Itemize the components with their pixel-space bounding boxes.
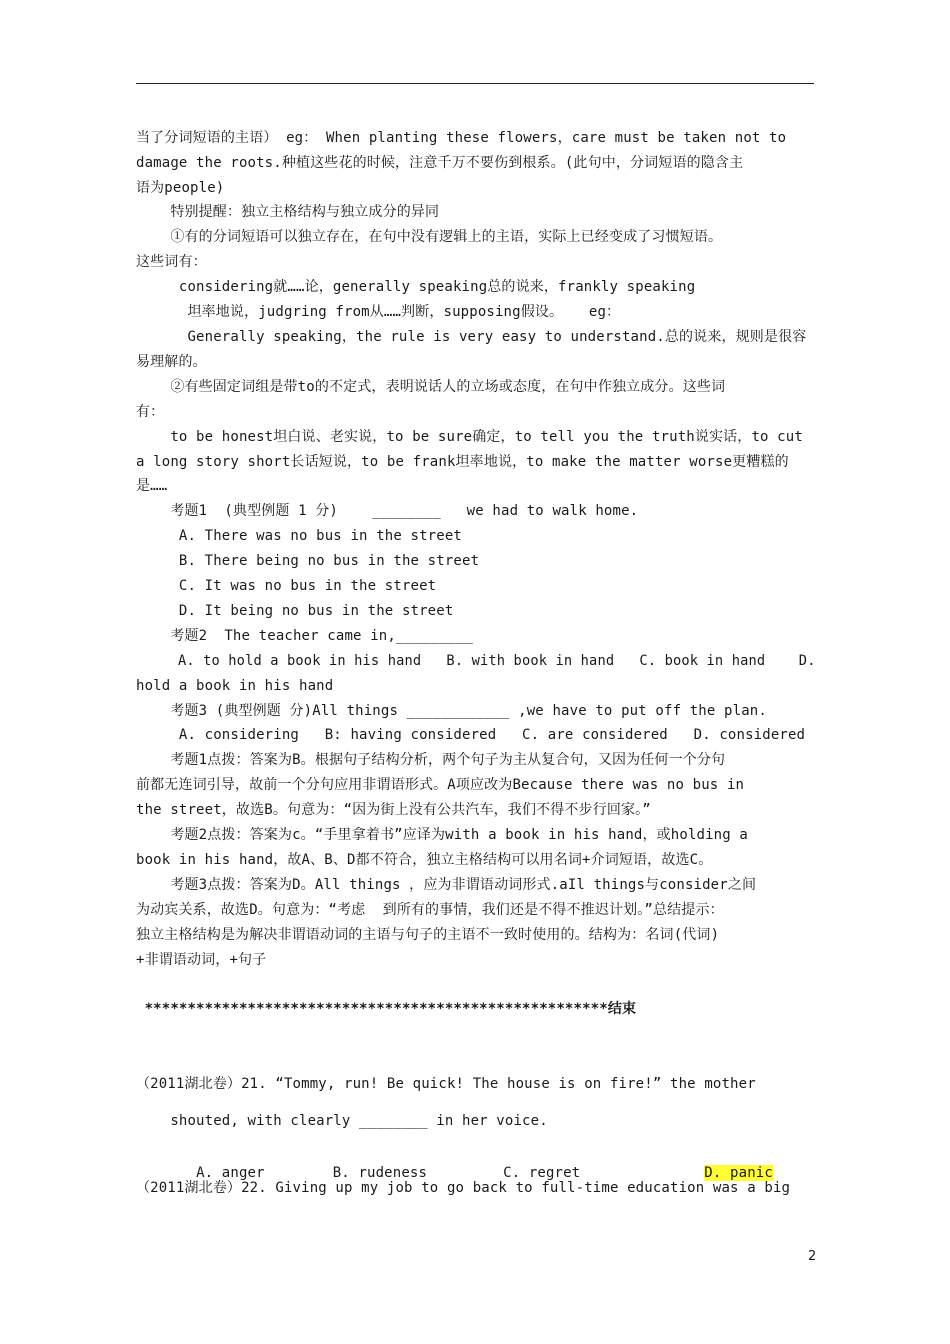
text-line: 坦率地说，judgring from从……判断，supposing假设。 eg：: [136, 304, 621, 320]
question-22-line1: （2011湖北卷）22. Giving up my job to go back to full-time education was a big: [136, 1180, 791, 1196]
option-c: C. regret: [503, 1165, 581, 1181]
text-line: ②有些固定词组是带to的不定式，表明说话人的立场或态度，在句中作独立成分。这些词: [136, 379, 726, 395]
text-line: hold a book in his hand: [136, 678, 334, 694]
option-a: A. anger: [170, 1165, 265, 1181]
text-line: 考题2 The teacher came in,_________: [136, 628, 474, 644]
end-divider: ******************************************************结束: [136, 1001, 637, 1017]
text-line: damage the roots.种植这些花的时候，注意千万不要伤到根系。(此句中，分词短语的隐含主: [136, 155, 744, 171]
option-d-highlighted: D. panic: [704, 1165, 773, 1181]
question-21-text: （2011湖北卷）21. “Tommy, run! Be quick! The house is on fire!” the mother: [136, 1076, 756, 1092]
text-line: 有：: [136, 404, 165, 420]
text-line: to be honest坦白说、老实说，to be sure确定，to tell you the truth说实话，to cut: [136, 429, 803, 445]
header-rule: [136, 83, 814, 84]
text-line: 考题3点拨：答案为D。All things ，应为非谓语动词形式.aIl things与consider之间: [136, 877, 757, 893]
text-line: B. There being no bus in the street: [136, 553, 480, 569]
text-line: Generally speaking，the rule is very easy to understand.总的说来，规则是很容: [136, 329, 807, 345]
text-line: 考题1点拨：答案为B。根据句子结构分析，两个句子为主从复合句，又因为任何一个分句: [136, 752, 726, 768]
option-b: B. rudeness: [332, 1165, 428, 1181]
text-line: C. It was no bus in the street: [136, 578, 437, 594]
text-line: 考题2点拨：答案为c。“手里拿着书”应译为with a book in his hand，或holding a: [136, 827, 748, 843]
text-line: 是……: [136, 478, 168, 494]
text-line: 当了分词短语的主语） eg： When planting these flowers，care must be taken not to: [136, 130, 787, 146]
text-line: A. There was no bus in the street: [136, 528, 462, 544]
text-line: 考题1 (典型例题 1 分) ________ we had to walk home.: [136, 503, 639, 519]
question-21-line1: [136, 1075, 816, 1093]
text-line: 独立主格结构是为解决非谓语动词的主语与句子的主语不一致时使用的。结构为：名词(代词): [136, 927, 720, 943]
text-line: A. to hold a book in his hand B. with book in hand C. book in hand D.: [136, 653, 816, 669]
text-line: 特别提醒：独立主格结构与独立成分的异同: [136, 204, 440, 220]
text-line: +非谓语动词，+句子: [136, 952, 267, 968]
text-line: 前都无连词引导，故前一个分句应用非谓语形式。A项应改为Because there was no bus in: [136, 777, 745, 793]
text-line: the street，故选B。句意为：“因为街上没有公共汽车，我们不得不步行回家。”: [136, 802, 651, 818]
text-line: a long story short长话短说，to be frank坦率地说，to make the matter worse更糟糕的: [136, 454, 789, 470]
text-line: book in his hand，故A、B、D都不符合，独立主格结构可以用名词+介词短语，故选C。: [136, 852, 713, 868]
text-line: considering就……论，generally speaking总的说来，frankly speaking: [136, 279, 696, 295]
text-line: D. It being no bus in the street: [136, 603, 454, 619]
text-line: 语为people): [136, 180, 225, 196]
text-line: 易理解的。: [136, 354, 207, 370]
text-line: A. considering B: having considered C. are considered D. considered: [136, 727, 806, 743]
text-line: 考题3 (典型例题 分)All things ____________ ,we have to put off the plan.: [136, 703, 767, 719]
question-21-line2: shouted, with clearly ________ in her voice.: [136, 1113, 548, 1129]
text-line: 这些词有：: [136, 254, 207, 270]
text-line: ①有的分词短语可以独立存在，在句中没有逻辑上的主语，实际上已经变成了习惯短语。: [136, 229, 723, 245]
text-line: 为动宾关系，故选D。句意为：“考虑 到所有的事情，我们还是不得不推迟计划。”总结提示：: [136, 902, 724, 918]
page-number: 2: [808, 1249, 817, 1264]
